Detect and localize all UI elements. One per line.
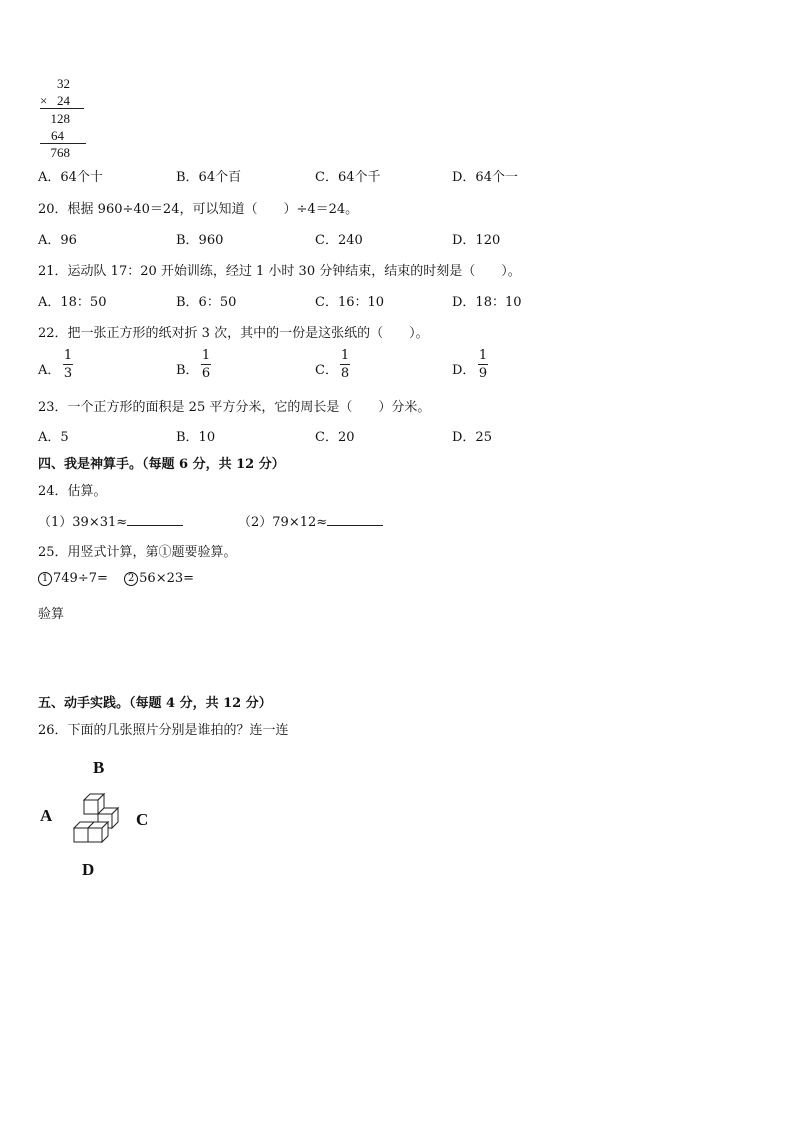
q19-option-b[interactable]: B．64个百	[176, 170, 242, 185]
multiplier: 24	[57, 93, 70, 108]
q21-stem: 21．运动队 17：20 开始训练，经过 1 小时 30 分钟结束，结束的时刻是（ ）。	[38, 264, 521, 279]
q25-item-2: 56×23=	[139, 571, 195, 586]
vertical-multiplication	[40, 76, 84, 162]
product-result: 768	[50, 145, 70, 160]
circled-number-1: 1	[38, 572, 52, 586]
q25-items	[38, 571, 194, 586]
q23-option-d[interactable]: D．25	[452, 430, 492, 445]
check-label: 验算	[38, 607, 65, 622]
answer-blank[interactable]	[327, 513, 383, 526]
q20-option-c[interactable]: C．240	[315, 233, 363, 248]
times-sign: ×	[40, 93, 48, 108]
q24-part-2-text: （2）79×12≈	[238, 515, 328, 530]
q22-stem: 22．把一张正方形的纸对折 3 次，其中的一份是这张纸的（ ）。	[38, 326, 429, 341]
q20-option-d[interactable]: D．120	[452, 233, 501, 248]
q22-option-d-fraction[interactable]	[478, 348, 488, 381]
fraction-bar	[63, 364, 73, 365]
q21-option-d[interactable]: D．18：10	[452, 295, 522, 310]
q22-option-b-letter[interactable]: B．	[176, 363, 199, 378]
q25-item-1: 749÷7=	[53, 571, 108, 586]
cube-front-face	[84, 800, 98, 814]
fraction-bar	[478, 364, 488, 365]
numerator: 1	[340, 348, 350, 363]
numerator: 1	[63, 348, 73, 363]
q19-option-c[interactable]: C．64个千	[315, 170, 381, 185]
q22-option-b-fraction[interactable]	[201, 348, 211, 381]
q19-option-a[interactable]: A．64个十	[38, 170, 103, 185]
viewpoint-label-a: A	[40, 806, 53, 825]
fraction-bar	[201, 364, 211, 365]
q22-option-c-letter[interactable]: C．	[315, 363, 338, 378]
q23-stem: 23．一个正方形的面积是 25 平方分米，它的周长是（ ）分米。	[38, 400, 431, 415]
section-5-title: 五、动手实践。（每题 4 分，共 12 分）	[38, 696, 272, 711]
q21-option-a[interactable]: A．18：50	[38, 295, 107, 310]
partial-product-2: 64	[51, 128, 64, 143]
q26-stem: 26．下面的几张照片分别是谁拍的？连一连	[38, 723, 289, 738]
partial-product-1: 128	[50, 111, 70, 126]
q25-stem: 25．用竖式计算，第①题要验算。	[38, 545, 237, 560]
q24-stem: 24．估算。	[38, 484, 107, 499]
q24-part-2	[238, 511, 383, 530]
divider-line	[40, 108, 84, 109]
q21-option-c[interactable]: C．16：10	[315, 295, 385, 310]
q20-option-a[interactable]: A．96	[38, 233, 77, 248]
q22-option-a-fraction[interactable]	[63, 348, 73, 381]
viewpoint-label-d: D	[82, 860, 95, 879]
multiplicand: 32	[57, 76, 70, 91]
denominator: 6	[201, 366, 211, 381]
numerator: 1	[201, 348, 211, 363]
q23-option-b[interactable]: B．10	[176, 430, 216, 445]
section-4-title: 四、我是神算手。（每题 6 分，共 12 分）	[38, 457, 285, 472]
q22-option-d-letter[interactable]: D．	[452, 363, 476, 378]
q23-option-c[interactable]: C．20	[315, 430, 355, 445]
viewpoint-label-b: B	[93, 758, 105, 777]
cube-stack-figure	[68, 790, 124, 846]
fraction-bar	[340, 364, 350, 365]
q20-option-b[interactable]: B．960	[176, 233, 224, 248]
circled-number-2: 2	[124, 572, 138, 586]
denominator: 8	[340, 366, 350, 381]
numerator: 1	[478, 348, 488, 363]
denominator: 3	[63, 366, 73, 381]
q21-option-b[interactable]: B．6：50	[176, 295, 237, 310]
q19-option-d[interactable]: D．64个一	[452, 170, 518, 185]
divider-line	[40, 143, 86, 144]
q22-option-c-fraction[interactable]	[340, 348, 350, 381]
viewpoint-label-c: C	[136, 810, 149, 829]
q20-stem: 20．根据 960÷40＝24，可以知道（ ）÷4＝24。	[38, 202, 359, 217]
q24-part-1	[38, 511, 183, 530]
q22-option-a-letter[interactable]: A．	[38, 363, 61, 378]
q24-part-1-text: （1）39×31≈	[38, 515, 128, 530]
answer-blank[interactable]	[127, 513, 183, 526]
q23-option-a[interactable]: A．5	[38, 430, 69, 445]
denominator: 9	[478, 366, 488, 381]
